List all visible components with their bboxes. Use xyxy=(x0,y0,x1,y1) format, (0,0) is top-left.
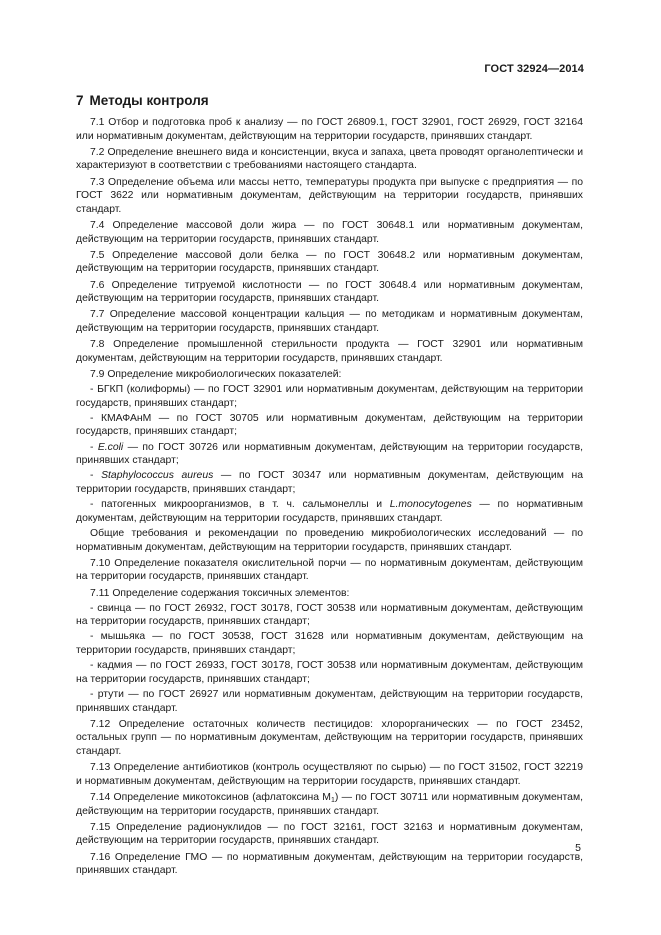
paragraph-7-3: 7.3 Определение объема или массы нетто, температуры продукта при выпуске с предприятия — по ГОСТ 3622 или нормативным документам, действующим на территории государств, принявших стандарт. xyxy=(76,176,583,215)
micro-item-pathogens xyxy=(76,498,583,525)
p7-14-subscript: 1 xyxy=(330,796,335,804)
section-title-text: Методы контроля xyxy=(89,93,209,108)
micro-item-text: — по ГОСТ 32901 или нормативным документам, действующим на территории государств, принявших стандарт; xyxy=(76,384,583,409)
micro-item-ecoli: - E.coli — по ГОСТ 30726 или нормативным документам, действующим на территории государств, принявших стандарт; xyxy=(76,441,583,467)
toxic-item-mercury: - ртути — по ГОСТ 26927 или нормативным документам, действующим на территории государств, принявших стандарт. xyxy=(76,689,583,714)
paragraph-7-10: 7.10 Определение показателя окислительной порчи — по нормативным документам, действующим на территории государств, принявших стандарт. xyxy=(76,557,583,583)
paragraph-7-15: 7.15 Определение радионуклидов — по ГОСТ 32161, ГОСТ 32163 и нормативным документам, действующим на территории государств, принявших стандарт. xyxy=(76,821,583,847)
toxic-item-lead: - свинца — по ГОСТ 26932, ГОСТ 30178, ГОСТ 30538 или нормативным документам, действующим на территории государств, принявших стандарт; xyxy=(76,602,583,628)
paragraph-7-16: 7.16 Определение ГМО — по нормативным документам, действующим на территории государств, принявших стандарт. xyxy=(76,851,583,877)
p7-14-before: 7.14 Определение микотоксинов (афлатоксина М xyxy=(90,791,331,803)
micro-item-staphylococcus: - Staphylococcus aureus — по ГОСТ 30347 или нормативным документам, действующим на территории государств, принявших стандарт; xyxy=(76,470,584,495)
section-heading xyxy=(76,93,209,108)
micro-general-requirements: Общие требования и рекомендации по проведению микробиологических исследований — по нормативным документам, действующим на территории государств, принявших стандарт. xyxy=(76,527,583,553)
micro-item-text: — по ГОСТ 30705 или нормативным документам, действующим на территории государств, принявших стандарт; xyxy=(76,412,583,438)
paragraph-7-11: 7.11 Определение содержания токсичных элементов: xyxy=(90,587,350,599)
micro-item-kmafanm xyxy=(76,412,583,439)
micro-item-text: — по ГОСТ 30726 или нормативным документам, действующим на территории государств, принявших стандарт; xyxy=(76,441,583,467)
document-code: ГОСТ 32924—2014 xyxy=(484,63,584,75)
paragraph-7-4: 7.4 Определение массовой доли жира — по ГОСТ 30648.1 или нормативным документам, действующим на территории государств, принявших стандарт. xyxy=(76,219,583,245)
micro-item-lead: - БГКП (колиформы) xyxy=(90,384,191,396)
p7-14-after: ) — по ГОСТ 30711 или нормативным документам, действующим на территории государств, принявших стандарт. xyxy=(76,791,583,817)
pathogens-after: — по нормативным документам, действующим на территории государств, принявших стандарт. xyxy=(76,499,583,524)
paragraph-7-6: 7.6 Определение титруемой кислотности — по ГОСТ 30648.4 или нормативным документам, действующим на территории государств, принявших стандарт. xyxy=(76,279,583,305)
toxic-item-arsenic: - мышьяка — по ГОСТ 30538, ГОСТ 31628 или нормативным документам, действующим на территории государств, принявших стандарт; xyxy=(76,631,583,657)
micro-item-text: — по ГОСТ 30347 или нормативным документам, действующим на территории государств, принявших стандарт; xyxy=(76,470,584,495)
section-body xyxy=(76,116,583,880)
micro-item-lead: Staphylococcus aureus xyxy=(101,470,214,482)
toxic-item-cadmium: - кадмия — по ГОСТ 26933, ГОСТ 30178, ГОСТ 30538 или нормативным документам, действующим на территории государств, принявших стандарт; xyxy=(76,660,583,685)
section-number: 7 xyxy=(76,93,84,108)
paragraph-7-1: 7.1 Отбор и подготовка проб к анализу — по ГОСТ 26809.1, ГОСТ 32901, ГОСТ 26929, ГОСТ 32164 или нормативным документам, действующим на территории государств, принявших стандарт. xyxy=(76,117,583,142)
paragraph-7-9: 7.9 Определение микробиологических показателей: xyxy=(90,368,342,380)
micro-item-bgkp xyxy=(76,383,583,410)
paragraph-7-2: 7.2 Определение внешнего вида и консистенции, вкуса и запаха, цвета проводят органолептически и характеризуют в соответствии с требованиями настоящего стандарта. xyxy=(76,146,583,172)
paragraph-7-13: 7.13 Определение антибиотиков (контроль осуществляют по сырью) — по ГОСТ 31502, ГОСТ 32219 и нормативным документам, действующим на территории государств, принявших стандарт. xyxy=(76,762,583,787)
paragraph-7-12: 7.12 Определение остаточных количеств пестицидов: хлорорганических — по ГОСТ 23452, остальных групп — по нормативным документам, действующим на территории государств, принявших стандарт. xyxy=(76,718,583,757)
paragraph-7-5: 7.5 Определение массовой доли белка — по ГОСТ 30648.2 или нормативным документам, действующим на территории государств, принявших стандарт. xyxy=(76,249,583,275)
paragraph-7-8: 7.8 Определение промышленной стерильности продукта — ГОСТ 32901 или нормативным документам, действующим на территории государств, принявших стандарт. xyxy=(76,339,583,364)
paragraph-7-7: 7.7 Определение массовой концентрации кальция — по методикам и нормативным документам, действующим на территории государств, принявших стандарт. xyxy=(76,309,583,334)
paragraph-7-14 xyxy=(76,791,583,818)
micro-item-lead: - КМАФАнМ xyxy=(90,412,152,424)
pathogens-before: - патогенных микроорганизмов, в т. ч. сальмонеллы и xyxy=(90,499,390,511)
page-number: 5 xyxy=(575,842,581,854)
micro-item-lead: E.coli xyxy=(97,441,124,453)
pathogens-italic: L.monocytogenes xyxy=(389,499,472,511)
